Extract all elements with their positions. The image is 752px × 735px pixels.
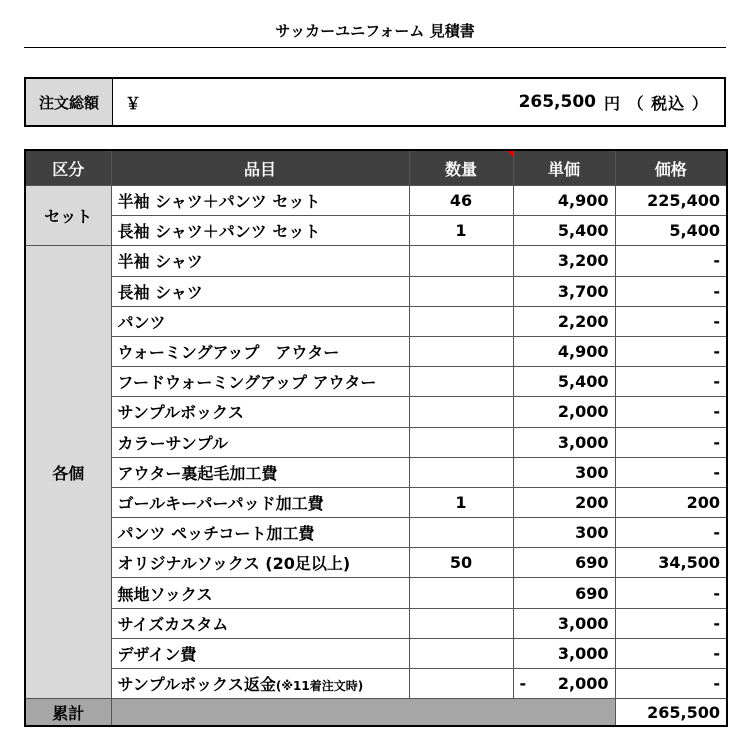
item-name: パンツ ペッチコート加工費 — [111, 518, 409, 548]
item-price: 5,400 — [615, 216, 727, 246]
summary-row — [25, 699, 727, 727]
item-qty — [409, 669, 513, 699]
category-set: セット — [25, 186, 111, 246]
item-price: - — [615, 306, 727, 336]
item-unit-price: 3,000 — [513, 608, 615, 638]
summary-label: 累計 — [25, 699, 111, 727]
item-price: - — [615, 638, 727, 668]
category-individual: 各個 — [25, 246, 111, 699]
table-row — [25, 216, 727, 246]
order-total-box — [24, 77, 726, 127]
item-qty: 46 — [409, 186, 513, 216]
table-row — [25, 548, 727, 578]
item-qty: 1 — [409, 216, 513, 246]
item-name: 無地ソックス — [111, 578, 409, 608]
item-name: オリジナルソックス (20足以上) — [111, 548, 409, 578]
table-row — [25, 276, 727, 306]
item-unit-price: 200 — [513, 487, 615, 517]
header-category: 区分 — [25, 150, 111, 186]
header-qty: 数量 — [409, 150, 513, 186]
item-note: (※11着注文時) — [275, 679, 364, 694]
item-name: デザイン費 — [111, 638, 409, 668]
item-qty — [409, 427, 513, 457]
item-qty — [409, 638, 513, 668]
item-price: - — [615, 367, 727, 397]
table-row — [25, 367, 727, 397]
item-name: ウォーミングアップ アウター — [111, 336, 409, 366]
item-price: 225,400 — [615, 186, 727, 216]
item-qty — [409, 397, 513, 427]
table-row — [25, 306, 727, 336]
item-unit-price: 4,900 — [513, 336, 615, 366]
table-row — [25, 246, 727, 276]
table-row — [25, 518, 727, 548]
order-total-suffix: 円 （ 税込 ） — [604, 93, 709, 113]
item-unit-price: 300 — [513, 518, 615, 548]
item-unit-price: 5,400 — [513, 367, 615, 397]
item-name: カラーサンプル — [111, 427, 409, 457]
item-price: - — [615, 336, 727, 366]
item-name: 長袖 シャツ — [111, 276, 409, 306]
item-name: サンプルボックス返金(※11着注文時) — [111, 669, 409, 699]
item-name: サイズカスタム — [111, 608, 409, 638]
item-price: - — [615, 608, 727, 638]
item-qty — [409, 336, 513, 366]
table-row — [25, 397, 727, 427]
item-name: パンツ — [111, 306, 409, 336]
item-qty: 50 — [409, 548, 513, 578]
item-name: 半袖 シャツ — [111, 246, 409, 276]
table-row — [25, 669, 727, 699]
table-row — [25, 186, 727, 216]
item-price: - — [615, 246, 727, 276]
item-unit-price: - 2,000 — [513, 669, 615, 699]
item-unit-price: 4,900 — [513, 186, 615, 216]
summary-spacer — [111, 699, 615, 727]
table-row — [25, 608, 727, 638]
item-qty: 1 — [409, 487, 513, 517]
item-price: - — [615, 518, 727, 548]
order-total-amount: 265,500 — [518, 92, 596, 112]
header-item: 品目 — [111, 150, 409, 186]
item-unit-price: 2,200 — [513, 306, 615, 336]
item-name: 長袖 シャツ＋パンツ セット — [111, 216, 409, 246]
item-qty — [409, 246, 513, 276]
item-unit-price: 690 — [513, 548, 615, 578]
item-unit-price: 3,200 — [513, 246, 615, 276]
item-qty — [409, 457, 513, 487]
currency-symbol: ￥ — [125, 93, 142, 113]
table-row — [25, 427, 727, 457]
quote-table — [24, 149, 728, 727]
page-title: サッカーユニフォーム 見積書 — [24, 14, 726, 48]
item-price: 34,500 — [615, 548, 727, 578]
item-unit-price: 3,000 — [513, 638, 615, 668]
header-unit-price: 単価 — [513, 150, 615, 186]
table-row — [25, 457, 727, 487]
item-name: 半袖 シャツ＋パンツ セット — [111, 186, 409, 216]
item-name: サンプルボックス — [111, 397, 409, 427]
item-unit-price: 690 — [513, 578, 615, 608]
item-price: - — [615, 397, 727, 427]
item-price: - — [615, 427, 727, 457]
item-qty — [409, 367, 513, 397]
item-price: - — [615, 669, 727, 699]
item-qty — [409, 578, 513, 608]
table-row — [25, 487, 727, 517]
table-row — [25, 638, 727, 668]
item-unit-price: 300 — [513, 457, 615, 487]
item-qty — [409, 518, 513, 548]
item-qty — [409, 276, 513, 306]
item-price: - — [615, 276, 727, 306]
item-price: - — [615, 457, 727, 487]
header-price: 価格 — [615, 150, 727, 186]
table-header-row — [25, 150, 727, 186]
item-price: - — [615, 578, 727, 608]
negative-sign: - — [519, 674, 527, 694]
table-row — [25, 336, 727, 366]
item-unit-price: 5,400 — [513, 216, 615, 246]
item-name: ゴールキーパーパッド加工費 — [111, 487, 409, 517]
order-total-label: 注文総額 — [26, 79, 113, 125]
item-price: 200 — [615, 487, 727, 517]
item-name: フードウォーミングアップ アウター — [111, 367, 409, 397]
summary-amount: 265,500 — [615, 699, 727, 727]
item-unit-price: 3,700 — [513, 276, 615, 306]
table-row — [25, 578, 727, 608]
item-name: アウター裏起毛加工費 — [111, 457, 409, 487]
item-unit-price: 3,000 — [513, 427, 615, 457]
item-unit-price: 2,000 — [513, 397, 615, 427]
item-qty — [409, 608, 513, 638]
item-qty — [409, 306, 513, 336]
comment-indicator-icon[interactable] — [507, 151, 513, 157]
